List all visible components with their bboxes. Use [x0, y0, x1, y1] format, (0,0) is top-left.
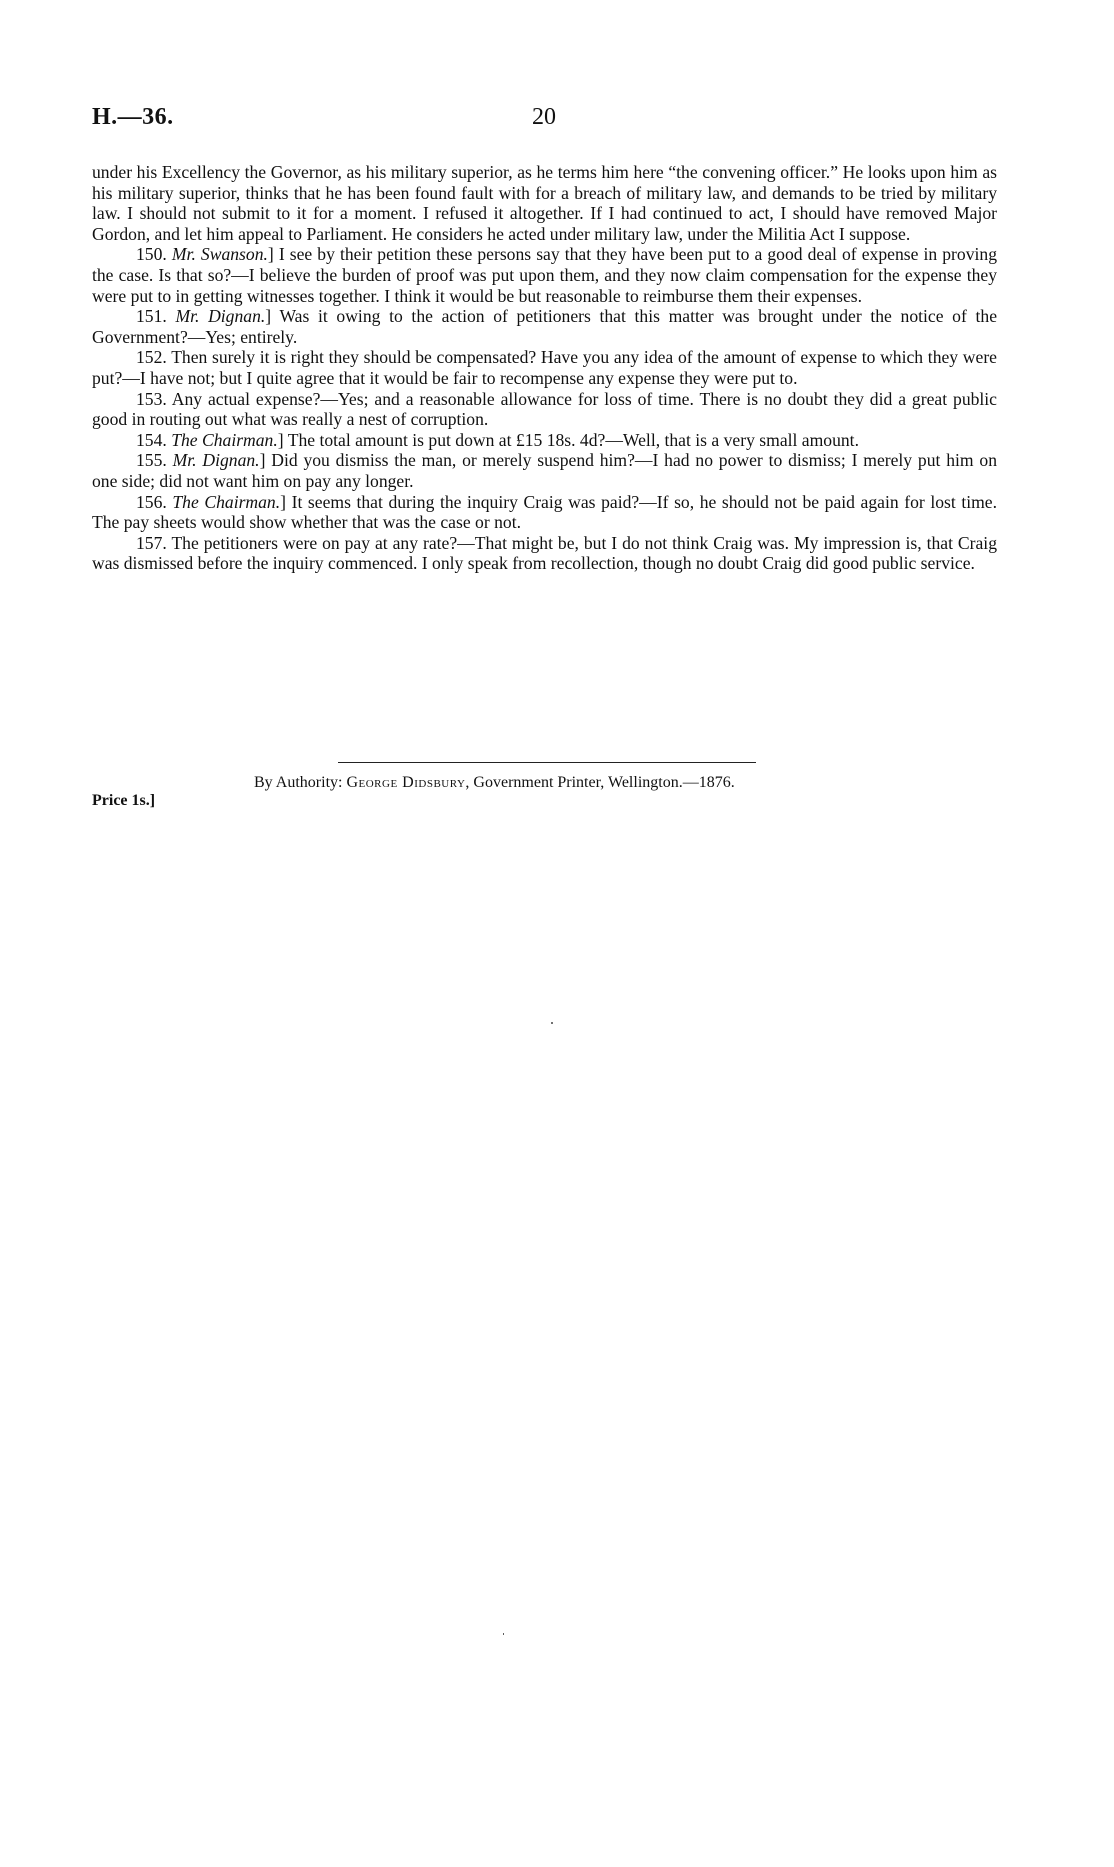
paragraph-152	[92, 347, 997, 388]
speaker-name: Mr. Swanson.	[171, 244, 268, 265]
scan-speck	[503, 1633, 504, 1635]
paragraph-text: ] Did you dismiss the man, or merely suspend him?—I had no power to dismiss; I merely put him on one side; did not want him on pay any longer.	[92, 450, 997, 491]
question-number: 153.	[136, 388, 167, 409]
speaker-name: The Chairman.	[172, 491, 281, 512]
opening-paragraph: under his Excellency the Governor, as his military superior, as he terms him here “the convening officer.” He looks upon him as his military superior, thinks that he has been found fault with for a breach of military law, and demands to be tried by military law. I should not submit to it for a moment. I refused it altogether. If I had continued to act, I should have removed Major Gordon, and let him appeal to Parliament. He considers he acted under military law, under the Militia Act I suppose.	[92, 162, 997, 244]
paragraph-text: ] Was it owing to the action of petitioners that this matter was brought under the notice of the Government?—Yes; entirely.	[92, 306, 997, 347]
paragraph-156	[92, 492, 997, 533]
page-number: 20	[532, 104, 556, 130]
document-body	[92, 162, 997, 574]
question-number: 157.	[136, 532, 167, 553]
speaker-name: The Chairman.	[171, 429, 278, 450]
printer-imprint	[254, 774, 735, 792]
paragraph-150	[92, 244, 997, 306]
page-header	[92, 104, 997, 144]
paragraph-154	[92, 430, 997, 451]
speaker-name: Mr. Dignan.	[175, 306, 266, 327]
paragraph-text: ] I see by their petition these persons say that they have been put to a good deal of expense in proving the case. Is that so?—I believe the burden of proof was put upon them, and they now claim compensation for the expense they were put to in getting witnesses together. I think it would be but reasonable to reimburse them their expenses.	[92, 244, 997, 306]
paragraph-155	[92, 450, 997, 491]
price-label: Price 1s.]	[92, 792, 156, 809]
question-number: 150.	[136, 244, 167, 265]
imprint-suffix: , Government Printer, Wellington.—1876.	[465, 774, 735, 791]
question-number: 151.	[136, 306, 167, 327]
paragraph-157	[92, 533, 997, 574]
speaker-name: Mr. Dignan.	[172, 450, 260, 471]
question-number: 152.	[136, 347, 167, 368]
paragraph-text: Then surely it is right they should be compensated? Have you any idea of the amount of expense to which they were put?—I have not; but I quite agree that it would be fair to recompense any expense they were put to.	[92, 347, 997, 388]
document-reference: H.—36.	[92, 104, 174, 130]
question-number: 156.	[136, 491, 167, 512]
imprint-prefix: By Authority:	[254, 774, 347, 791]
paragraph-text: ] It seems that during the inquiry Craig was paid?—If so, he should not be paid again for lost time. The pay sheets would show whether that was the case or not.	[92, 491, 997, 533]
printer-name: George Didsbury	[346, 774, 466, 791]
scan-speck	[551, 1022, 553, 1024]
question-number: 154.	[136, 429, 167, 450]
paragraph-153	[92, 389, 997, 430]
paragraph-151	[92, 306, 997, 347]
paragraph-text: ] The total amount is put down at £15 18s. 4d?—Well, that is a very small amount.	[277, 429, 859, 450]
paragraph-text: The petitioners were on pay at any rate?—That might be, but I do not think Craig was. My impression is, that Craig was dismissed before the inquiry commenced. I only speak from recollection, though no doubt Craig did good public service.	[92, 532, 997, 574]
footer-divider	[338, 762, 756, 763]
question-number: 155.	[136, 450, 167, 471]
paragraph-text: Any actual expense?—Yes; and a reasonable allowance for loss of time. There is no doubt they did a great public good in routing out what was really a nest of corruption.	[92, 388, 997, 430]
